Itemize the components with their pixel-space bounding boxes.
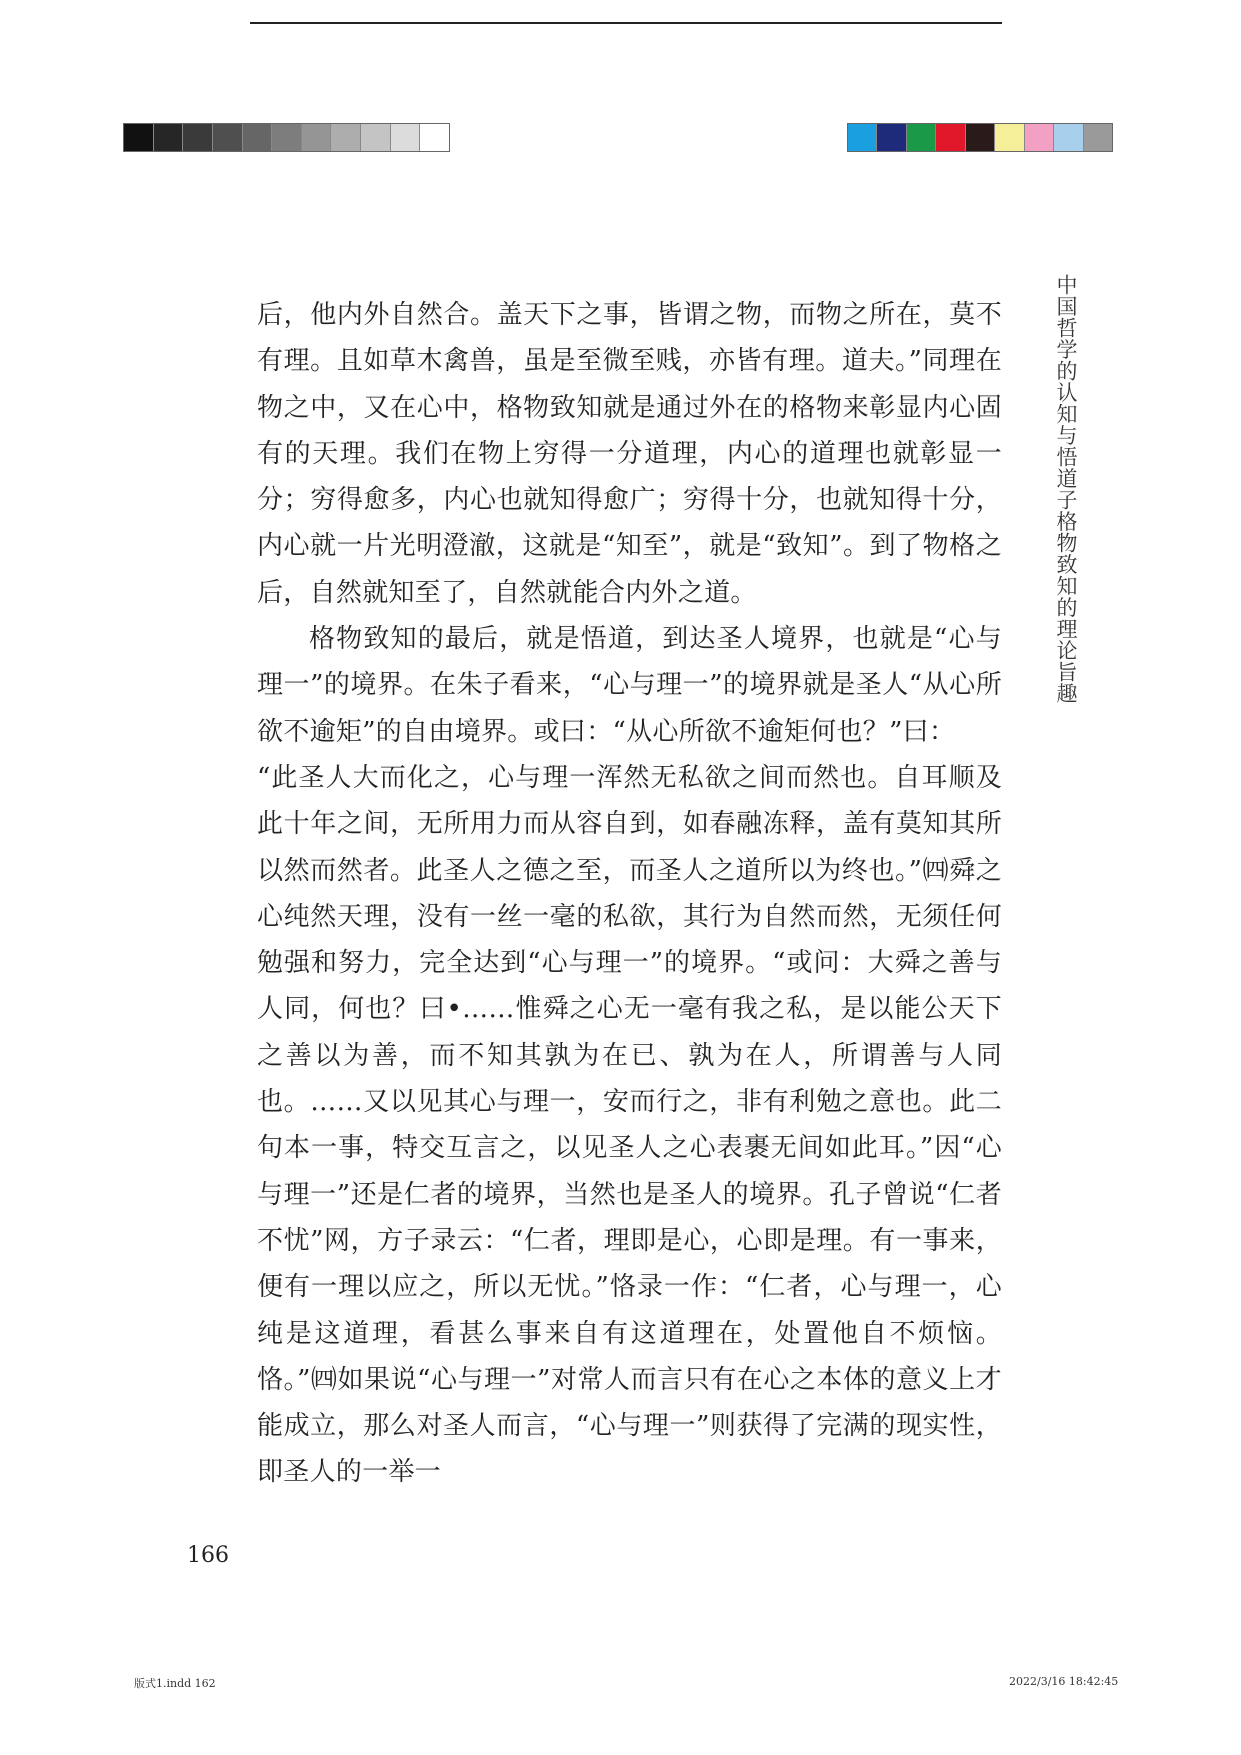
gray-swatch — [302, 124, 332, 151]
color-swatch — [995, 124, 1024, 151]
paragraph: 后，他内外自然合。盖天下之事，皆谓之物，而物之所在，莫不有理。且如草木禽兽，虽是至微至贱，亦皆有理。道夫。”同理在物之中，又在心中，格物致知就是通过外在的格物来彰显内心固有的天理。我们在物上穷得一分道理，内心的道理也就彰显一分；穷得愈多，内心也就知得愈广；穷得十分，也就知得十分，内心就一片光明澄澈，这就是“知至”，就是“致知”。到了物格之后，自然就知至了，自然就能合内外之道。 — [257, 300, 1002, 608]
paragraph: 格物致知的最后，就是悟道，到达圣人境界，也就是“心与理一”的境界。在朱子看来，“心与理一”的境界就是圣人“从心所欲不逾矩”的自由境界。或曰：“从心所欲不逾矩何也？”曰： — [257, 624, 1002, 747]
grayscale-registration-bar — [123, 123, 450, 152]
color-swatch — [1084, 124, 1112, 151]
footer-file-name: 版式1.indd 162 — [134, 1677, 216, 1690]
color-swatch — [848, 124, 877, 151]
footer-timestamp: 2022/3/16 18:42:45 — [1009, 1675, 1119, 1688]
color-swatch — [1025, 124, 1054, 151]
color-swatch — [877, 124, 906, 151]
color-swatch — [936, 124, 965, 151]
gray-swatch — [331, 124, 361, 151]
page-number: 166 — [187, 1543, 229, 1568]
gray-swatch — [391, 124, 421, 151]
gray-swatch — [154, 124, 184, 151]
gray-swatch — [183, 124, 213, 151]
color-swatch — [907, 124, 936, 151]
running-head: 中国哲学的认知与悟道子格物致知的理论旨趣 — [1054, 274, 1078, 704]
gray-swatch — [213, 124, 243, 151]
gray-swatch — [243, 124, 273, 151]
color-swatch — [966, 124, 995, 151]
color-swatch — [1054, 124, 1083, 151]
body-text — [257, 292, 1002, 1496]
paragraph: “此圣人大而化之，心与理一浑然无私欲之间而然也。自耳顺及此十年之间，无所用力而从容自到，如春融冻释，盖有莫知其所以然而然者。此圣人之德之至，而圣人之道所以为终也。”㈣舜之心纯然天理，没有一丝一毫的私欲，其行为自然而然，无须任何勉强和努力，完全达到“心与理一”的境界。“或问：大舜之善与人同，何也？曰•……惟舜之心无一毫有我之私，是以能公天下之善以为善，而不知其孰为在已、孰为在人，所谓善与人同也。……又以见其心与理一，安而行之，非有利勉之意也。此二句本一事，特交互言之，以见圣人之心表裹无间如此耳。”因“心与理一”还是仁者的境界，当然也是圣人的境界。孔子曾说“仁者不忧”网，方子录云：“仁者，理即是心，心即是理。有一事来，便有一理以应之，所以无忧。”恪录一作：“仁者，心与理一，心纯是这道理，看甚么事来自有这道理在，处置他自不烦恼。恪。”㈣如果说“心与理一”对常人而言只有在心之本体的意义上才能成立，那么对圣人而言，“心与理一”则获得了完满的现实性，即圣人的一举一 — [257, 762, 1002, 1488]
gray-swatch — [420, 124, 449, 151]
color-registration-bar — [847, 123, 1113, 152]
gray-swatch — [361, 124, 391, 151]
gray-swatch — [124, 124, 154, 151]
gray-swatch — [272, 124, 302, 151]
top-rule — [250, 22, 1002, 24]
